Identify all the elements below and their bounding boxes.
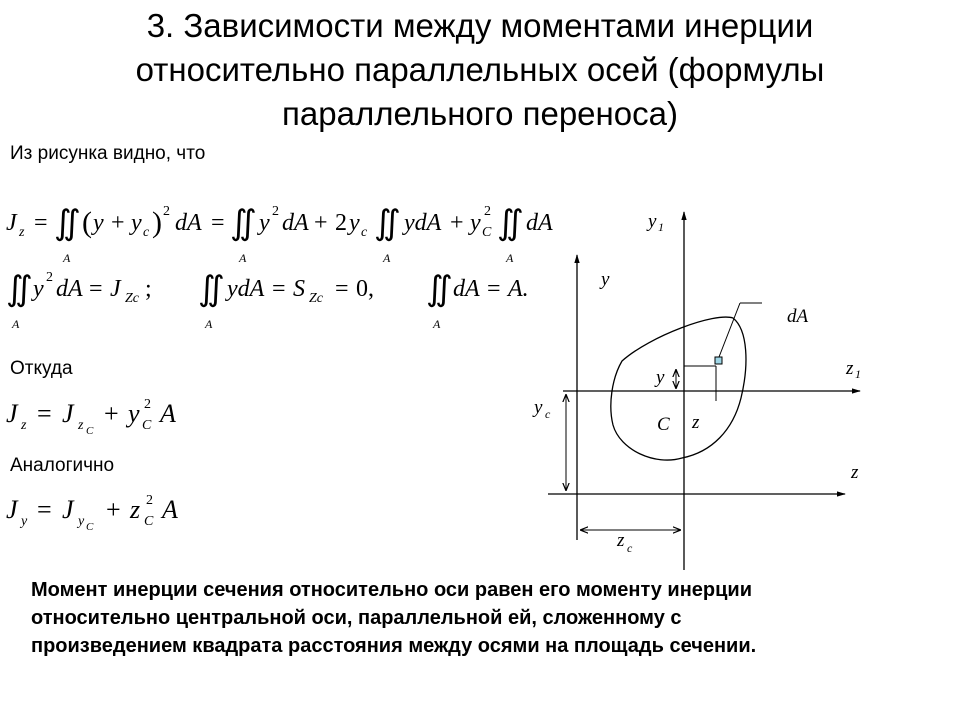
jy-plus: + (106, 495, 121, 524)
main-plus-3: + (450, 210, 464, 236)
main-lparen: ( (82, 206, 92, 239)
int-a-sub: Zc (125, 291, 139, 306)
main-rparen: ) (152, 206, 162, 239)
main-plus-1: + (111, 210, 125, 236)
main-yc2: y (349, 210, 360, 236)
jz-plus: + (104, 399, 119, 428)
main-sq-2: 2 (272, 204, 279, 219)
label-z: z (851, 462, 859, 483)
dA-leader (719, 303, 740, 357)
jy-z: z (130, 495, 141, 524)
main-two: 2 (335, 210, 347, 236)
analogichno-text: Аналогично (10, 455, 115, 476)
label-y1-sub: 1 (658, 220, 664, 234)
label-small-y: y (656, 367, 665, 388)
jz-A: A (160, 399, 176, 428)
int-b-sign: ∬ (198, 271, 225, 308)
label-yc-sub: c (545, 407, 551, 421)
main-int-4: ∬ (497, 205, 524, 242)
jy-sq: 2 (146, 493, 153, 508)
main-int-1: ∬ (54, 205, 81, 242)
label-zc: z (617, 530, 625, 551)
main-ydA: ydA (404, 210, 442, 236)
int-a-semicolon: ; (145, 276, 152, 302)
title-line-3: параллельного переноса) (282, 95, 678, 132)
main-yc-sub: c (143, 225, 150, 240)
label-dA: dA (787, 306, 809, 327)
jz-sub-C: C (86, 425, 94, 437)
main-yC: y (470, 210, 481, 236)
jy-eq: = (37, 495, 52, 524)
label-z1-sub: 1 (855, 367, 861, 381)
main-dA-1: dA (175, 210, 202, 236)
main-dA-2: dA (282, 210, 309, 236)
intro-text: Из рисунка видно, что (10, 143, 206, 164)
jy-J: J (6, 495, 18, 524)
main-sq-1: 2 (163, 204, 170, 219)
int-b-zero: 0, (356, 276, 374, 302)
label-C: C (657, 414, 670, 435)
main-plus-2: + (314, 210, 328, 236)
int-b-sub: Zc (309, 291, 323, 306)
main-y: y (93, 210, 104, 236)
label-y1: y (648, 211, 657, 232)
int-b-limit: A (205, 317, 213, 331)
int-c-dA: dA (453, 276, 480, 302)
jy-sub-C2: C (144, 514, 154, 529)
main-yC-sub: C (482, 225, 492, 240)
int-c-A: A. (508, 276, 529, 302)
main-sub-z: z (19, 225, 25, 240)
conclusion-text (31, 576, 931, 660)
int-a-y: y (33, 276, 44, 302)
jy-sub-y: y (21, 514, 28, 529)
otkuda-text: Откуда (10, 358, 73, 379)
int-a-limit: A (12, 317, 20, 331)
int-a-dA: dA (56, 276, 83, 302)
main-sq-3: 2 (484, 204, 491, 219)
title-line-1: 3. Зависимости между моментами инерции (146, 7, 814, 44)
main-J: J (6, 210, 17, 236)
int-b-S: S (293, 276, 305, 302)
main-eq-2: = (211, 210, 225, 236)
jz-sub-C2: C (142, 418, 152, 433)
main-limit-3: A (383, 251, 391, 265)
int-a-sign: ∬ (6, 271, 33, 308)
jz-sq: 2 (144, 397, 151, 412)
label-y: y (601, 269, 610, 290)
jz-eq: = (37, 399, 52, 428)
jz-J: J (6, 399, 18, 428)
title-line-2: относительно параллельных осей (формулы (135, 51, 825, 88)
main-dA-3: dA (526, 210, 553, 236)
int-b-ydA: ydA (227, 276, 265, 302)
conclusion-line-2: относительно центральной оси, параллельной ей, сложенному с (31, 607, 682, 629)
jz-sub-z2: z (78, 418, 84, 433)
main-int-2: ∬ (230, 205, 257, 242)
main-int-3: ∬ (374, 205, 401, 242)
int-a-J: J (110, 276, 121, 302)
main-yc2-sub: c (361, 225, 368, 240)
jz-J2: J (62, 399, 74, 428)
label-small-z: z (692, 412, 700, 433)
main-eq-1: = (34, 210, 48, 236)
int-c-limit: A (433, 317, 441, 331)
jy-sub-y2: y (78, 514, 85, 529)
jz-y: y (128, 399, 140, 428)
jz-sub-z: z (21, 418, 27, 433)
int-b-eq-2: = (335, 276, 349, 302)
conclusion-line-3: произведением квадрата расстояния между осями на площадь сечении. (31, 635, 757, 657)
jy-sub-C: C (86, 521, 94, 533)
area-element-dA (715, 357, 722, 364)
label-zc-sub: c (627, 541, 633, 555)
int-a-sq: 2 (46, 270, 53, 285)
int-c-eq: = (487, 276, 501, 302)
label-yc: y (534, 397, 543, 418)
main-limit-1: A (63, 251, 71, 265)
int-c-sign: ∬ (426, 271, 453, 308)
main-limit-4: A (506, 251, 514, 265)
main-yc: y (131, 210, 142, 236)
int-a-eq: = (89, 276, 103, 302)
main-y2: y (259, 210, 270, 236)
main-limit-2: A (239, 251, 247, 265)
jy-J2: J (62, 495, 74, 524)
jy-A: A (162, 495, 178, 524)
label-z1: z (846, 358, 854, 379)
conclusion-line-1: Момент инерции сечения относительно оси равен его моменту инерции (31, 579, 753, 601)
int-b-eq-1: = (272, 276, 286, 302)
